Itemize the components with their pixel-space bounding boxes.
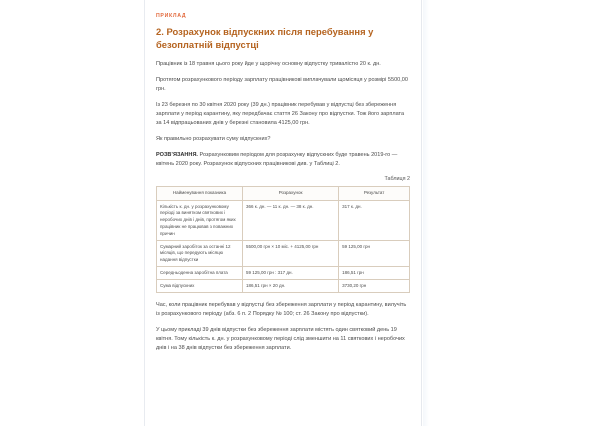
paragraph-link-suffix: . Тож його зарплата за 14 відпрацьованих днів у березні становила 4125,00 грн.	[156, 111, 405, 127]
table-header-indicator: Найменування показника	[157, 187, 243, 201]
article-question: Як правильно розрахувати суму відпускних?	[156, 136, 271, 143]
table-caption: Таблиця 2	[384, 176, 410, 183]
calculation-table	[156, 186, 410, 293]
right-gutter-shadow	[423, 0, 429, 426]
cell-calculation: 366 к. дн. — 11 к. дн. — 38 к. дн.	[243, 201, 339, 241]
article-card	[144, 0, 422, 426]
article-tail	[156, 301, 410, 353]
article-paragraph-1: Працівник із 18 травня цього року йде у щорічну основну відпустку тривалістю 20 к. дн.	[156, 61, 381, 68]
table-row	[157, 240, 410, 266]
table-header-result: Результат	[339, 187, 410, 201]
cell-calculation: 59 125,00 грн : 317 дн.	[243, 267, 339, 280]
cell-result: 59 125,00 грн	[339, 240, 410, 266]
law-article-link[interactable]: стаття 26 Закону про відпустки	[273, 111, 354, 118]
table-header-calculation: Розрахунок	[243, 187, 339, 201]
table-row	[157, 201, 410, 241]
cell-result: 3730,20 грн	[339, 280, 410, 293]
solution-label: РОЗВ’ЯЗАННЯ.	[156, 152, 198, 159]
article-tail-paragraph-1: Час, коли працівник перебував у відпустці без збереження зарплати у період карантину, вилучіть із розрахункового періоду (абз. 6 п. 2 Порядку № 100; ст. 26 Закону про відпустки).	[156, 302, 407, 318]
article-eyebrow-label: ПРИКЛАД	[156, 13, 187, 19]
paragraph-link-prefix: Із 23 березня по 30 квітня 2020 року (39 дн.) працівник перебував у відпустці без збереження зарплати у період карантину, яку передбачає	[156, 102, 397, 118]
table-head	[157, 187, 410, 201]
cell-indicator: Сума відпускних	[157, 280, 243, 293]
table-row	[157, 280, 410, 293]
cell-result: 317 к. дн.	[339, 201, 410, 241]
article-solution	[156, 151, 410, 169]
cell-indicator: Кількість к. дн. у розрахунковому періоді за винятком святкових і неробочих днів і днів, протягом яких працівник не працював з поважних причин	[157, 201, 243, 241]
table-row	[157, 267, 410, 280]
article-paragraph-with-link	[156, 101, 410, 128]
solution-text: Розрахунковим періодом для розрахунку відпускних буде травень 2019-го — квітень 2020 року. Розрахунок відпускних працівникові див. у Таблиці 2.	[156, 152, 398, 168]
article-paragraph-2: Протягом розрахункового періоду зарплату працівникові виплачували щомісяця у розмірі 5500,00 грн.	[156, 77, 408, 93]
article-title: 2. Розрахунок відпускних після перебування у безоплатній відпустці	[156, 25, 374, 51]
cell-indicator: Середньоденна заробітна плата	[157, 267, 243, 280]
cell-calculation: 5500,00 грн × 10 міс. + 4125,00 грн	[243, 240, 339, 266]
cell-calculation: 186,51 грн × 20 дн.	[243, 280, 339, 293]
cell-indicator: Сумарний заробіток за останні 12 місяців, що передують місяцю надання відпустки	[157, 240, 243, 266]
table-body	[157, 201, 410, 293]
table-header-row	[157, 187, 410, 201]
cell-result: 186,51 грн	[339, 267, 410, 280]
article-tail-paragraph-2: У цьому прикладі 39 днів відпустки без збереження зарплати містять один святковий день 19 квітня. Тому кількість к. дн. у розрахунковому періоді слід зменшити на 11 святкових і неробочих днів і на 38 днів відпустки без збереження зарплати.	[156, 327, 405, 352]
